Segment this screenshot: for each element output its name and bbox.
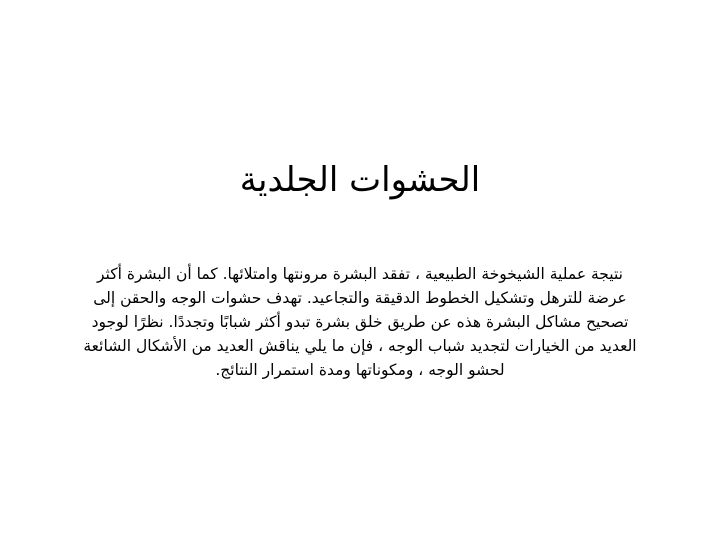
slide-body-text: نتيجة عملية الشيخوخة الطبيعية ، تفقد البشرة مرونتها وامتلائها. كما أن البشرة أكثر عرضة للترهل وتشكيل الخطوط الدقيقة والتجاعيد. تهدف حشوات الوجه والحقن إلى تصحيح مشاكل البشرة هذه عن طريق خلق بشرة تبدو أكثر شبابًا وتجددًا. نظرًا لوجود العديد من الخيارات لتجديد شباب الوجه ، فإن ما يلي يناقش العديد من الأشكال الشائعة لحشو الوجه ، ومكوناتها ومدة استمرار النتائج. (83, 265, 637, 379)
slide-title: الحشوات الجلدية (239, 160, 481, 200)
